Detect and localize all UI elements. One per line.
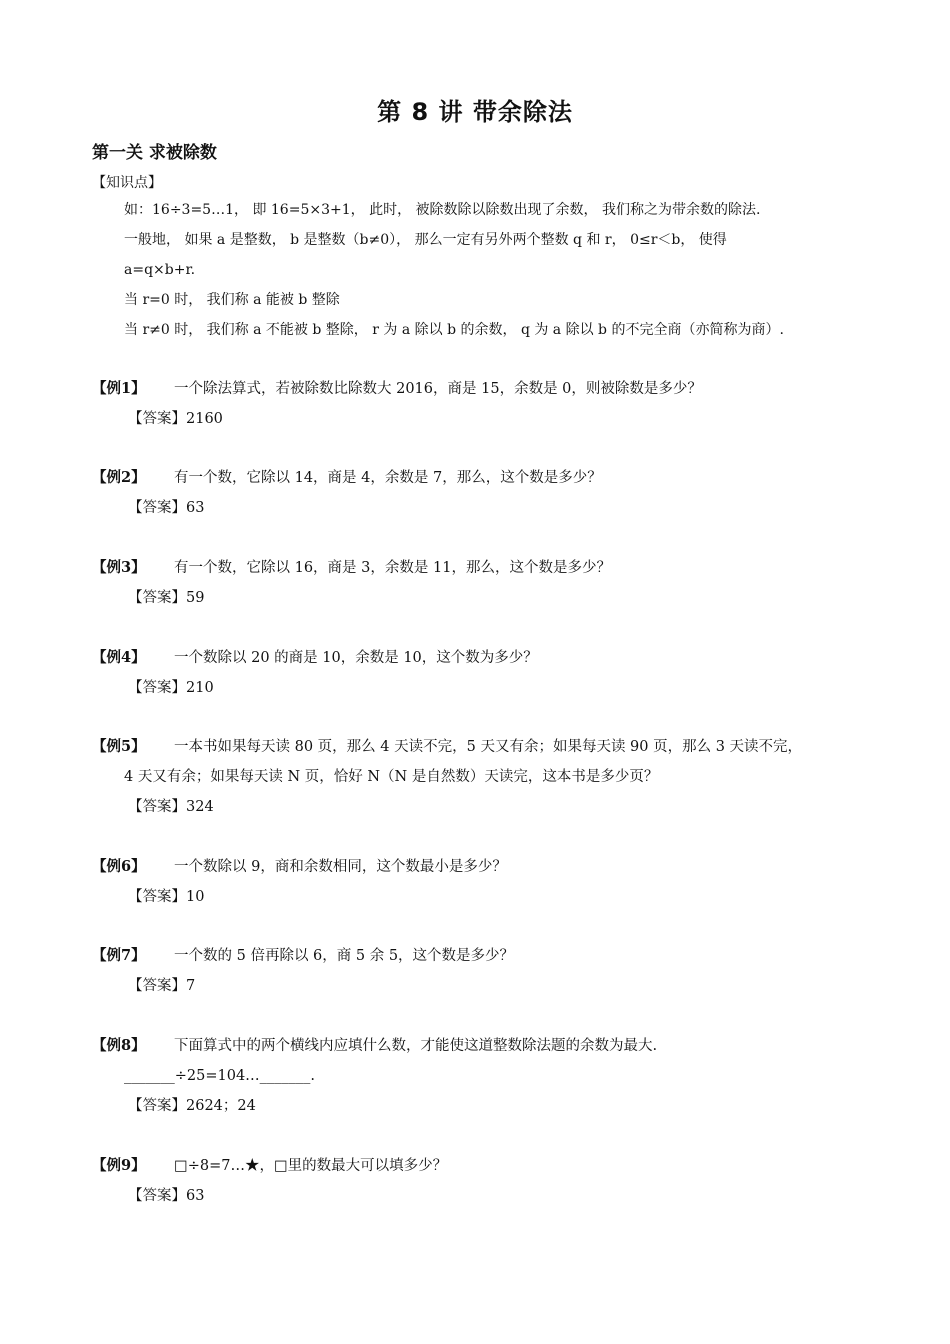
example-label: 【例7】: [92, 947, 146, 964]
example-label: 【例1】: [92, 380, 146, 397]
example-formula: _______÷25=104…_______.: [124, 1068, 316, 1084]
example-6: [92, 852, 882, 912]
example-8: [92, 1031, 882, 1121]
example-2: [92, 463, 882, 523]
example-label: 【例2】: [92, 469, 146, 486]
example-answer: 【答案】63: [128, 500, 205, 516]
knowledge-line: a=q×b+r.: [124, 262, 196, 278]
example-question: 一本书如果每天读 80 页，那么 4 天读不完，5 天又有余；如果每天读 90 页，那么 3 天读不完，: [174, 739, 803, 755]
knowledge-line: 一般地， 如果 a 是整数， b 是整数（b≠0）， 那么一定有另外两个整数 q 和 r， 0≤r＜b， 使得: [124, 232, 727, 248]
example-question: 一个数除以 20 的商是 10，余数是 10，这个数为多少？: [174, 650, 538, 666]
example-question: 一个除法算式，若被除数比除数大 2016，商是 15，余数是 0，则被除数是多少？: [174, 381, 702, 397]
example-7: [92, 941, 882, 1001]
example-label: 【例9】: [92, 1157, 146, 1174]
example-label: 【例5】: [92, 738, 146, 755]
example-question-continued: 4 天又有余；如果每天读 N 页，恰好 N（N 是自然数）天读完，这本书是多少页？: [124, 769, 659, 785]
knowledge-line: 当 r≠0 时， 我们称 a 不能被 b 整除， r 为 a 除以 b 的余数， q 为 a 除以 b 的不完全商（亦简称为商）.: [124, 322, 784, 338]
example-question: 下面算式中的两个横线内应填什么数，才能使这道整数除法题的余数为最大.: [174, 1038, 658, 1054]
example-question: 有一个数，它除以 16，商是 3，余数是 11，那么，这个数是多少？: [174, 560, 611, 576]
example-answer: 【答案】210: [128, 680, 214, 696]
example-5: [92, 732, 882, 822]
example-answer: 【答案】2624；24: [128, 1098, 256, 1114]
example-answer: 【答案】59: [128, 590, 205, 606]
example-question: 有一个数，它除以 14，商是 4，余数是 7，那么，这个数是多少？: [174, 470, 602, 486]
example-label: 【例3】: [92, 559, 146, 576]
example-9: [92, 1151, 882, 1211]
knowledge-line: 如：16÷3=5…1， 即 16=5×3+1， 此时， 被除数除以除数出现了余数， 我们称之为带余数的除法.: [124, 202, 761, 218]
example-question: 一个数除以 9，商和余数相同，这个数最小是多少？: [174, 859, 507, 875]
page-title: 第 8 讲 带余除法: [377, 98, 573, 126]
example-answer: 【答案】324: [128, 799, 214, 815]
knowledge-line: 当 r=0 时， 我们称 a 能被 b 整除: [124, 292, 340, 308]
example-1: [92, 374, 882, 434]
example-answer: 【答案】7: [128, 978, 196, 994]
example-question: □÷8=7…★，□里的数最大可以填多少？: [174, 1158, 448, 1174]
example-3: [92, 553, 882, 613]
example-answer: 【答案】63: [128, 1188, 205, 1204]
example-question: 一个数的 5 倍再除以 6，商 5 余 5，这个数是多少？: [174, 948, 515, 964]
section-heading: 第一关 求被除数: [92, 143, 217, 163]
example-answer: 【答案】10: [128, 889, 205, 905]
example-label: 【例6】: [92, 858, 146, 875]
knowledge-label: 【知识点】: [92, 175, 162, 191]
example-label: 【例8】: [92, 1037, 146, 1054]
example-4: [92, 643, 882, 703]
example-label: 【例4】: [92, 649, 146, 666]
example-answer: 【答案】2160: [128, 411, 223, 427]
